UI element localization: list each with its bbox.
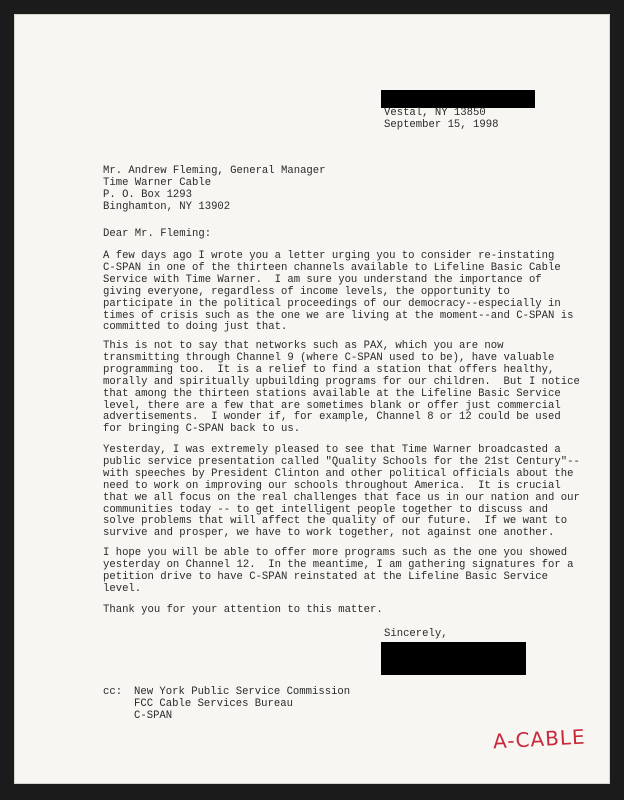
body-line: Yesterday, I was extremely pleased to see that Time Warner broadcasted a: [103, 444, 561, 456]
handwritten-annotation: A-CABLE: [492, 724, 587, 754]
body-line: public service presentation called "Quality Schools for the 21st Century"--: [103, 455, 580, 468]
body-paragraph-5: [103, 605, 383, 617]
cc-line: New York Public Service Commission: [134, 686, 351, 698]
body-line: times of crisis such as the one we are living at the moment--and C-SPAN is: [103, 309, 574, 322]
closing: Sincerely,: [384, 628, 448, 640]
cc-line: C-SPAN: [134, 709, 173, 722]
body-line: petition drive to have C-SPAN reinstated at the Lifeline Basic Service: [103, 570, 549, 583]
body-line: committed to doing just that.: [103, 321, 288, 334]
body-line: Thank you for your attention to this matter.: [103, 604, 383, 616]
cc-list: [134, 687, 350, 723]
sender-address: [384, 108, 498, 132]
recipient-line: P. O. Box 1293: [103, 188, 193, 201]
body-line: I hope you will be able to offer more programs such as the one you showed: [103, 547, 568, 559]
body-line: participate in the political proceedings of our democracy--especially in: [103, 297, 561, 310]
body-line: Service with Time Warner. I am sure you understand the importance of: [103, 273, 542, 286]
salutation: Dear Mr. Fleming:: [103, 228, 212, 240]
redacted-sender-name: [381, 90, 535, 108]
body-line: giving everyone, regardless of income levels, the opportunity to: [103, 285, 510, 298]
sender-address-line: Vestal, NY 13850: [384, 107, 486, 119]
body-paragraph-1: [103, 251, 573, 334]
body-paragraph-4: [103, 548, 573, 596]
body-line: transmitting through Channel 9 (where C-SPAN used to be), have valuable: [103, 351, 555, 364]
body-line: for bringing C-SPAN back to us.: [103, 423, 301, 436]
redacted-signature: [381, 642, 526, 675]
letter-date: September 15, 1998: [384, 118, 499, 131]
body-line: level, there are a few that are sometimes blank or offer just commercial: [103, 399, 561, 412]
body-line: need to work on improving our schools throughout America. It is crucial: [103, 479, 561, 492]
body-line: survive and prosper, we have to work together, not against one another.: [103, 527, 555, 540]
body-line: advertisements. I wonder if, for example, Channel 8 or 12 could be used: [103, 411, 561, 424]
body-line: communities today -- to get intelligent people together to discuss and: [103, 503, 549, 516]
body-line: level.: [103, 582, 142, 595]
cc-line: FCC Cable Services Bureau: [134, 697, 293, 710]
recipient-line: Binghamton, NY 13902: [103, 200, 231, 213]
cc-label: cc:: [103, 686, 123, 698]
letter-page: [14, 14, 610, 784]
body-line: yesterday on Channel 12. In the meantime, I am gathering signatures for a: [103, 558, 574, 571]
body-line: C-SPAN in one of the thirteen channels available to Lifeline Basic Cable: [103, 261, 561, 274]
body-line: that we all focus on the real challenges that face us in our nation and our: [103, 491, 580, 504]
body-line: A few days ago I wrote you a letter urging you to consider re-instating: [103, 250, 555, 262]
recipient-line: Time Warner Cable: [103, 176, 212, 189]
body-line: This is not to say that networks such as PAX, which you are now: [103, 340, 504, 352]
body-paragraph-3: [103, 445, 580, 540]
recipient-address: [103, 166, 326, 214]
body-line: solve problems that will affect the quality of our future. If we want to: [103, 515, 568, 528]
recipient-line: Mr. Andrew Fleming, General Manager: [103, 165, 326, 177]
body-line: with speeches by President Clinton and other political officials about the: [103, 467, 574, 480]
body-paragraph-2: [103, 341, 580, 436]
body-line: programming too. It is a relief to find a station that offers healthy,: [103, 363, 555, 376]
body-line: morally and spiritually upbuilding programs for our children. But I notice: [103, 375, 580, 388]
body-line: that among the thirteen stations available at the Lifeline Basic Service: [103, 387, 561, 400]
